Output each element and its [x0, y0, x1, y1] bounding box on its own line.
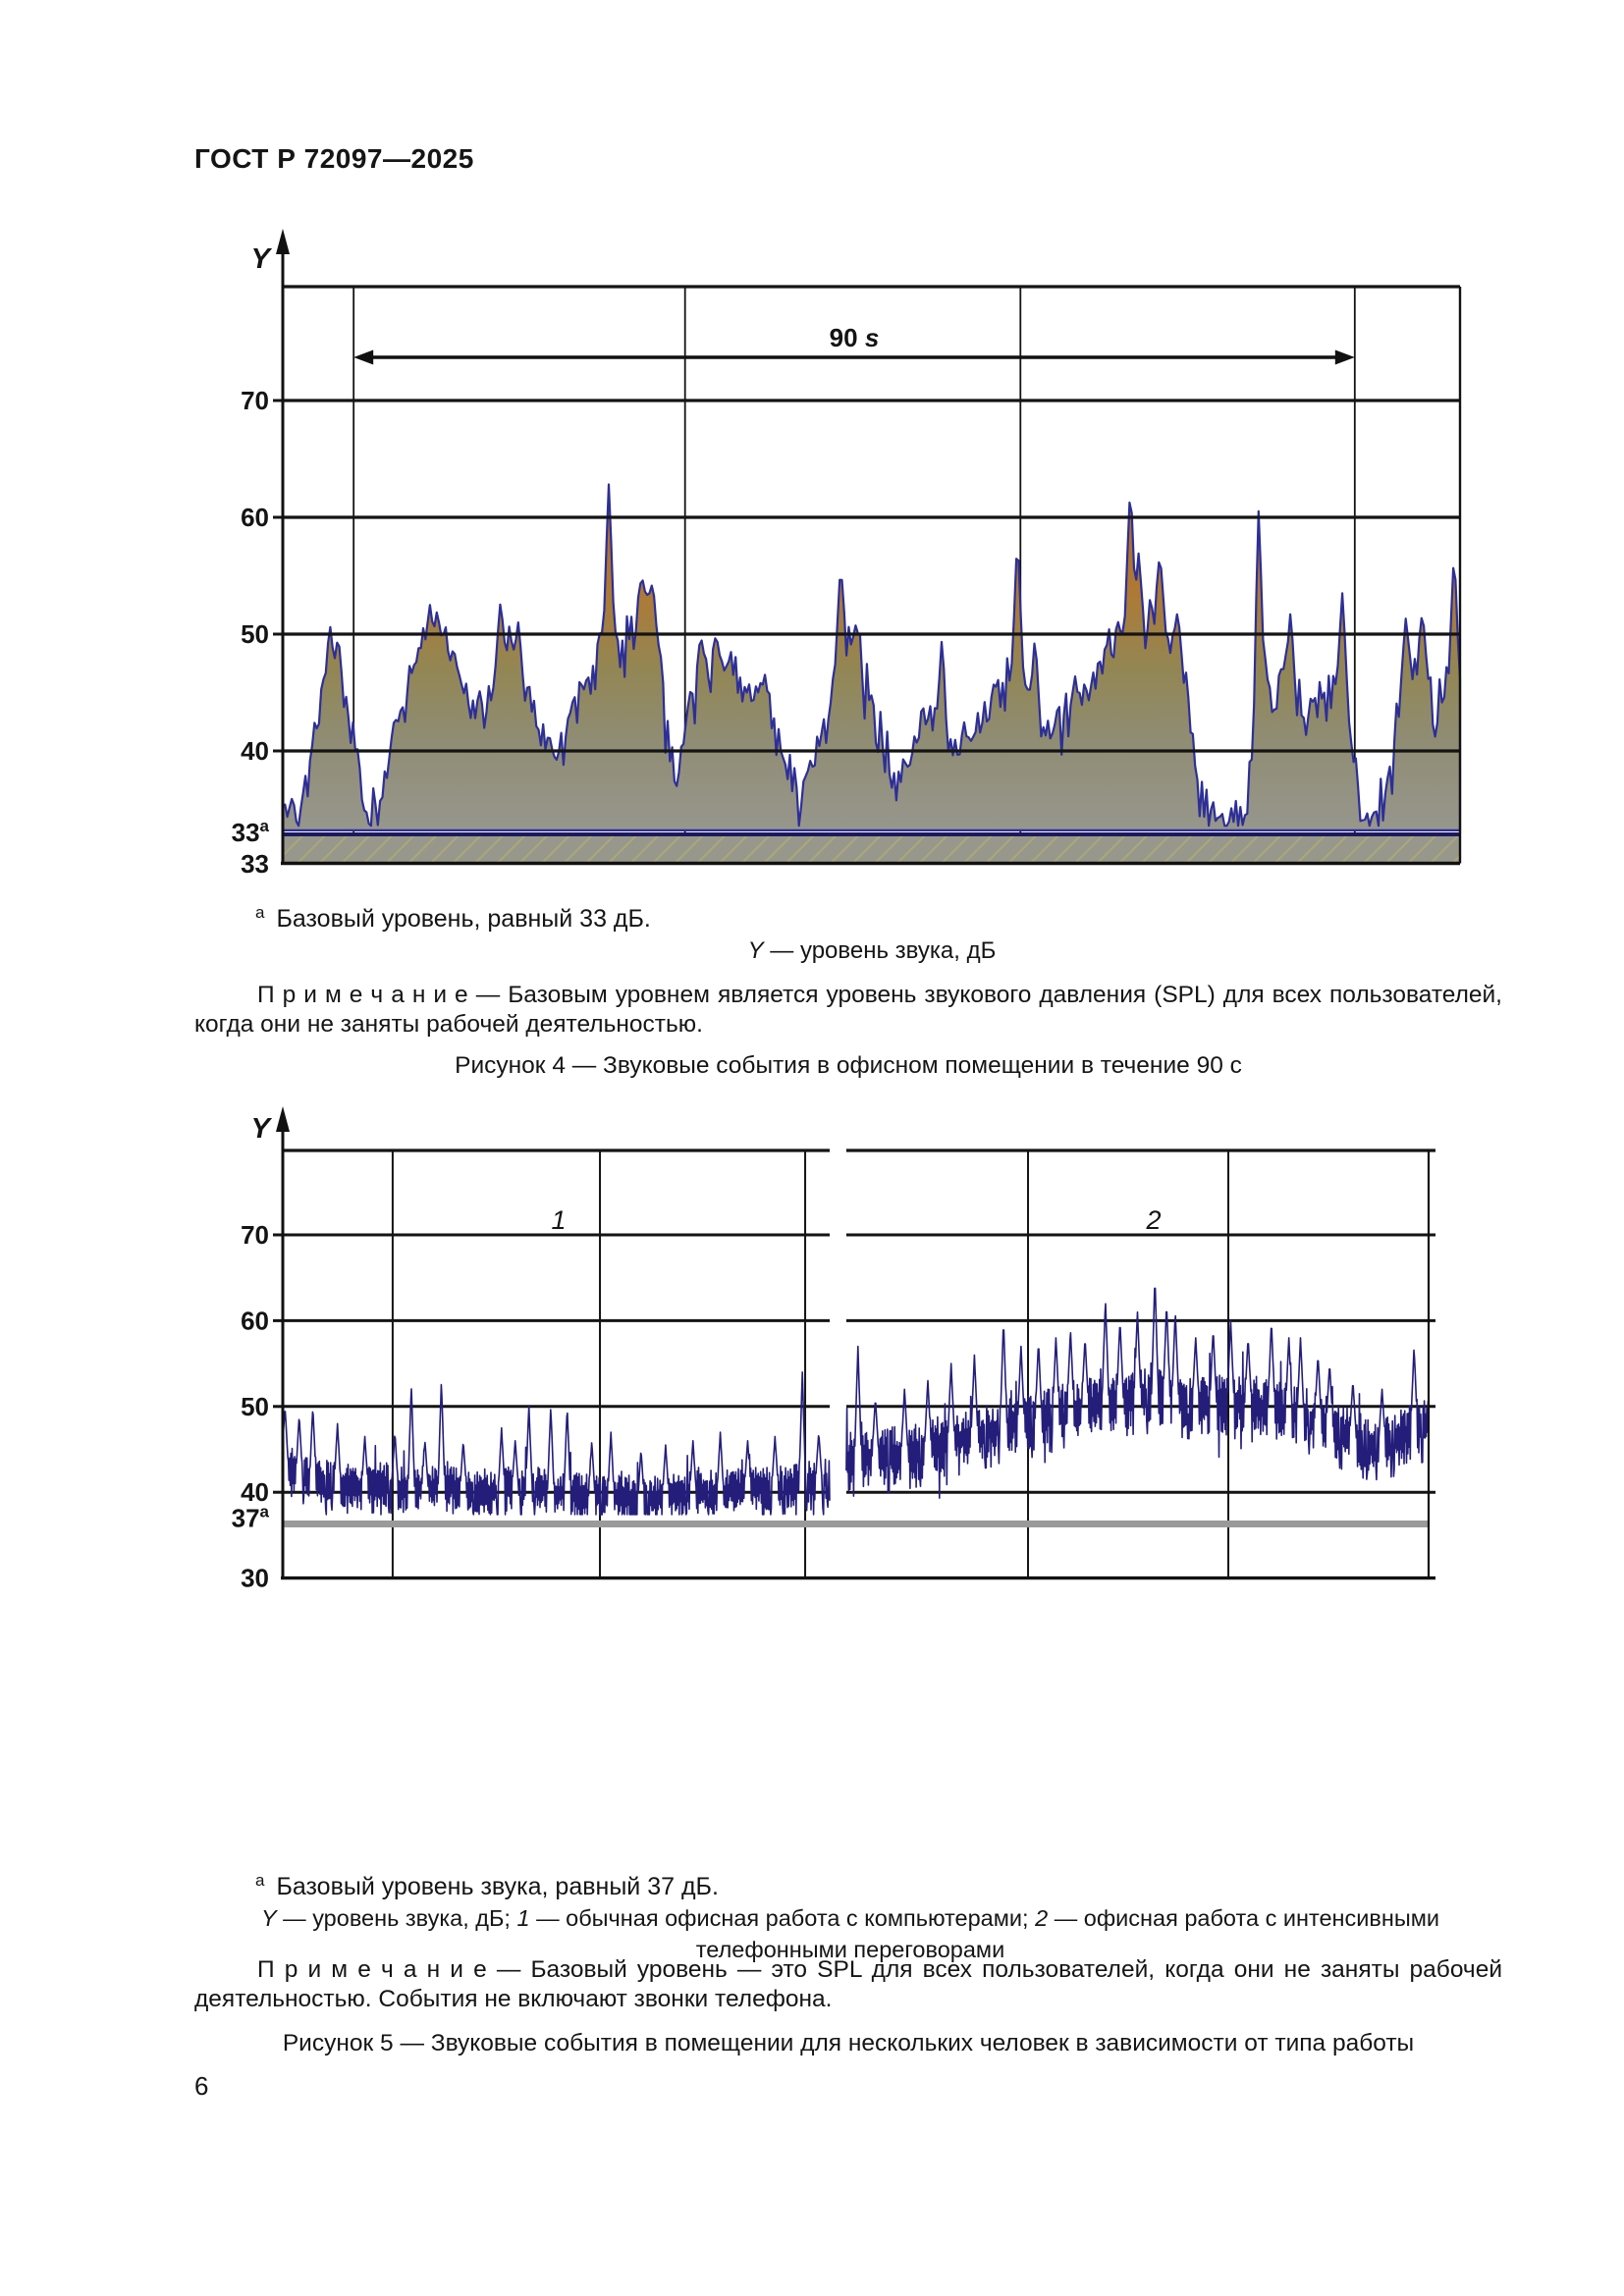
x-axis-origin-label: 33 — [241, 849, 269, 879]
baseline-label: 33$^a$ — [231, 817, 269, 847]
note-text: — Базовый уровень — это SPL для всех пользователей, когда они не заняты рабочей деятельностью. События не включают звонки телефона. — [194, 1956, 1502, 2012]
page-number: 6 — [194, 2071, 209, 2101]
y-tick-label: 40 — [241, 736, 269, 766]
arrow-right-icon — [1335, 350, 1355, 365]
duration-label: 90 s — [829, 323, 880, 352]
figure4-note — [194, 981, 1502, 1040]
y-axis-label: Y — [250, 243, 270, 275]
y-axis-arrow-icon — [276, 1106, 290, 1132]
figure5-caption: Рисунок 5 — Звуковые события в помещении для нескольких человек в зависимости от типа работы — [282, 2030, 1415, 2056]
text-part: Y — [747, 937, 764, 964]
text-part: — уровень звука, дБ — [763, 937, 997, 964]
y-tick-label: 60 — [241, 1306, 269, 1336]
panel-label-2: 2 — [1146, 1205, 1162, 1235]
sound-events-area — [283, 485, 1460, 830]
figure4-caption: Рисунок 4 — Звуковые события в офисном помещении в течение 90 с — [455, 1052, 1242, 1079]
note-text: — Базовым уровнем является уровень звукового давления (SPL) для всех пользователей, когда они не заняты рабочей деятельностью. — [194, 982, 1502, 1038]
footnote-text: Базовый уровень звука, равный 37 дБ. — [276, 1873, 719, 1901]
panel-label-1: 1 — [551, 1205, 567, 1235]
figure5-plot — [137, 1090, 1512, 1610]
y-axis-arrow-icon — [276, 229, 290, 254]
text-part: 1 — [516, 1905, 530, 1931]
text-part: — офисная работа с интенсивными телефонными переговорами — [695, 1905, 1440, 1962]
figure4-legend — [283, 935, 1461, 967]
text-part: 2 — [1035, 1905, 1049, 1931]
text-part: — уровень звука, дБ; — [276, 1905, 517, 1931]
figure4-plot — [137, 206, 1512, 893]
arrow-left-icon — [353, 350, 373, 365]
figure5-note — [194, 1955, 1502, 2014]
note-label: П р и м е ч а н и е — [257, 1956, 487, 1983]
y-axis-label: Y — [250, 1113, 270, 1145]
note-label: П р и м е ч а н и е — [257, 982, 468, 1008]
page-header: ГОСТ Р 72097—2025 — [194, 143, 474, 174]
y-tick-label: 40 — [241, 1477, 269, 1508]
y-tick-label: 50 — [241, 1391, 269, 1421]
x-axis-origin-label: 30 — [241, 1563, 269, 1593]
y-tick-label: 70 — [241, 1220, 269, 1250]
footnote-marker: a — [255, 903, 265, 922]
y-tick-label: 60 — [241, 503, 269, 532]
footnote-marker: a — [255, 1871, 265, 1890]
baseline-band — [283, 836, 1460, 862]
text-part: — обычная офисная работа с компьютерами; — [529, 1905, 1036, 1931]
y-tick-label: 70 — [241, 386, 269, 415]
y-tick-label: 50 — [241, 619, 269, 649]
baseline-label: 37$^a$ — [231, 1502, 269, 1533]
figure4-footnote — [255, 903, 651, 934]
text-part: Y — [260, 1905, 277, 1931]
footnote-text: Базовый уровень, равный 33 дБ. — [276, 905, 651, 934]
figure5-footnote — [255, 1871, 719, 1901]
